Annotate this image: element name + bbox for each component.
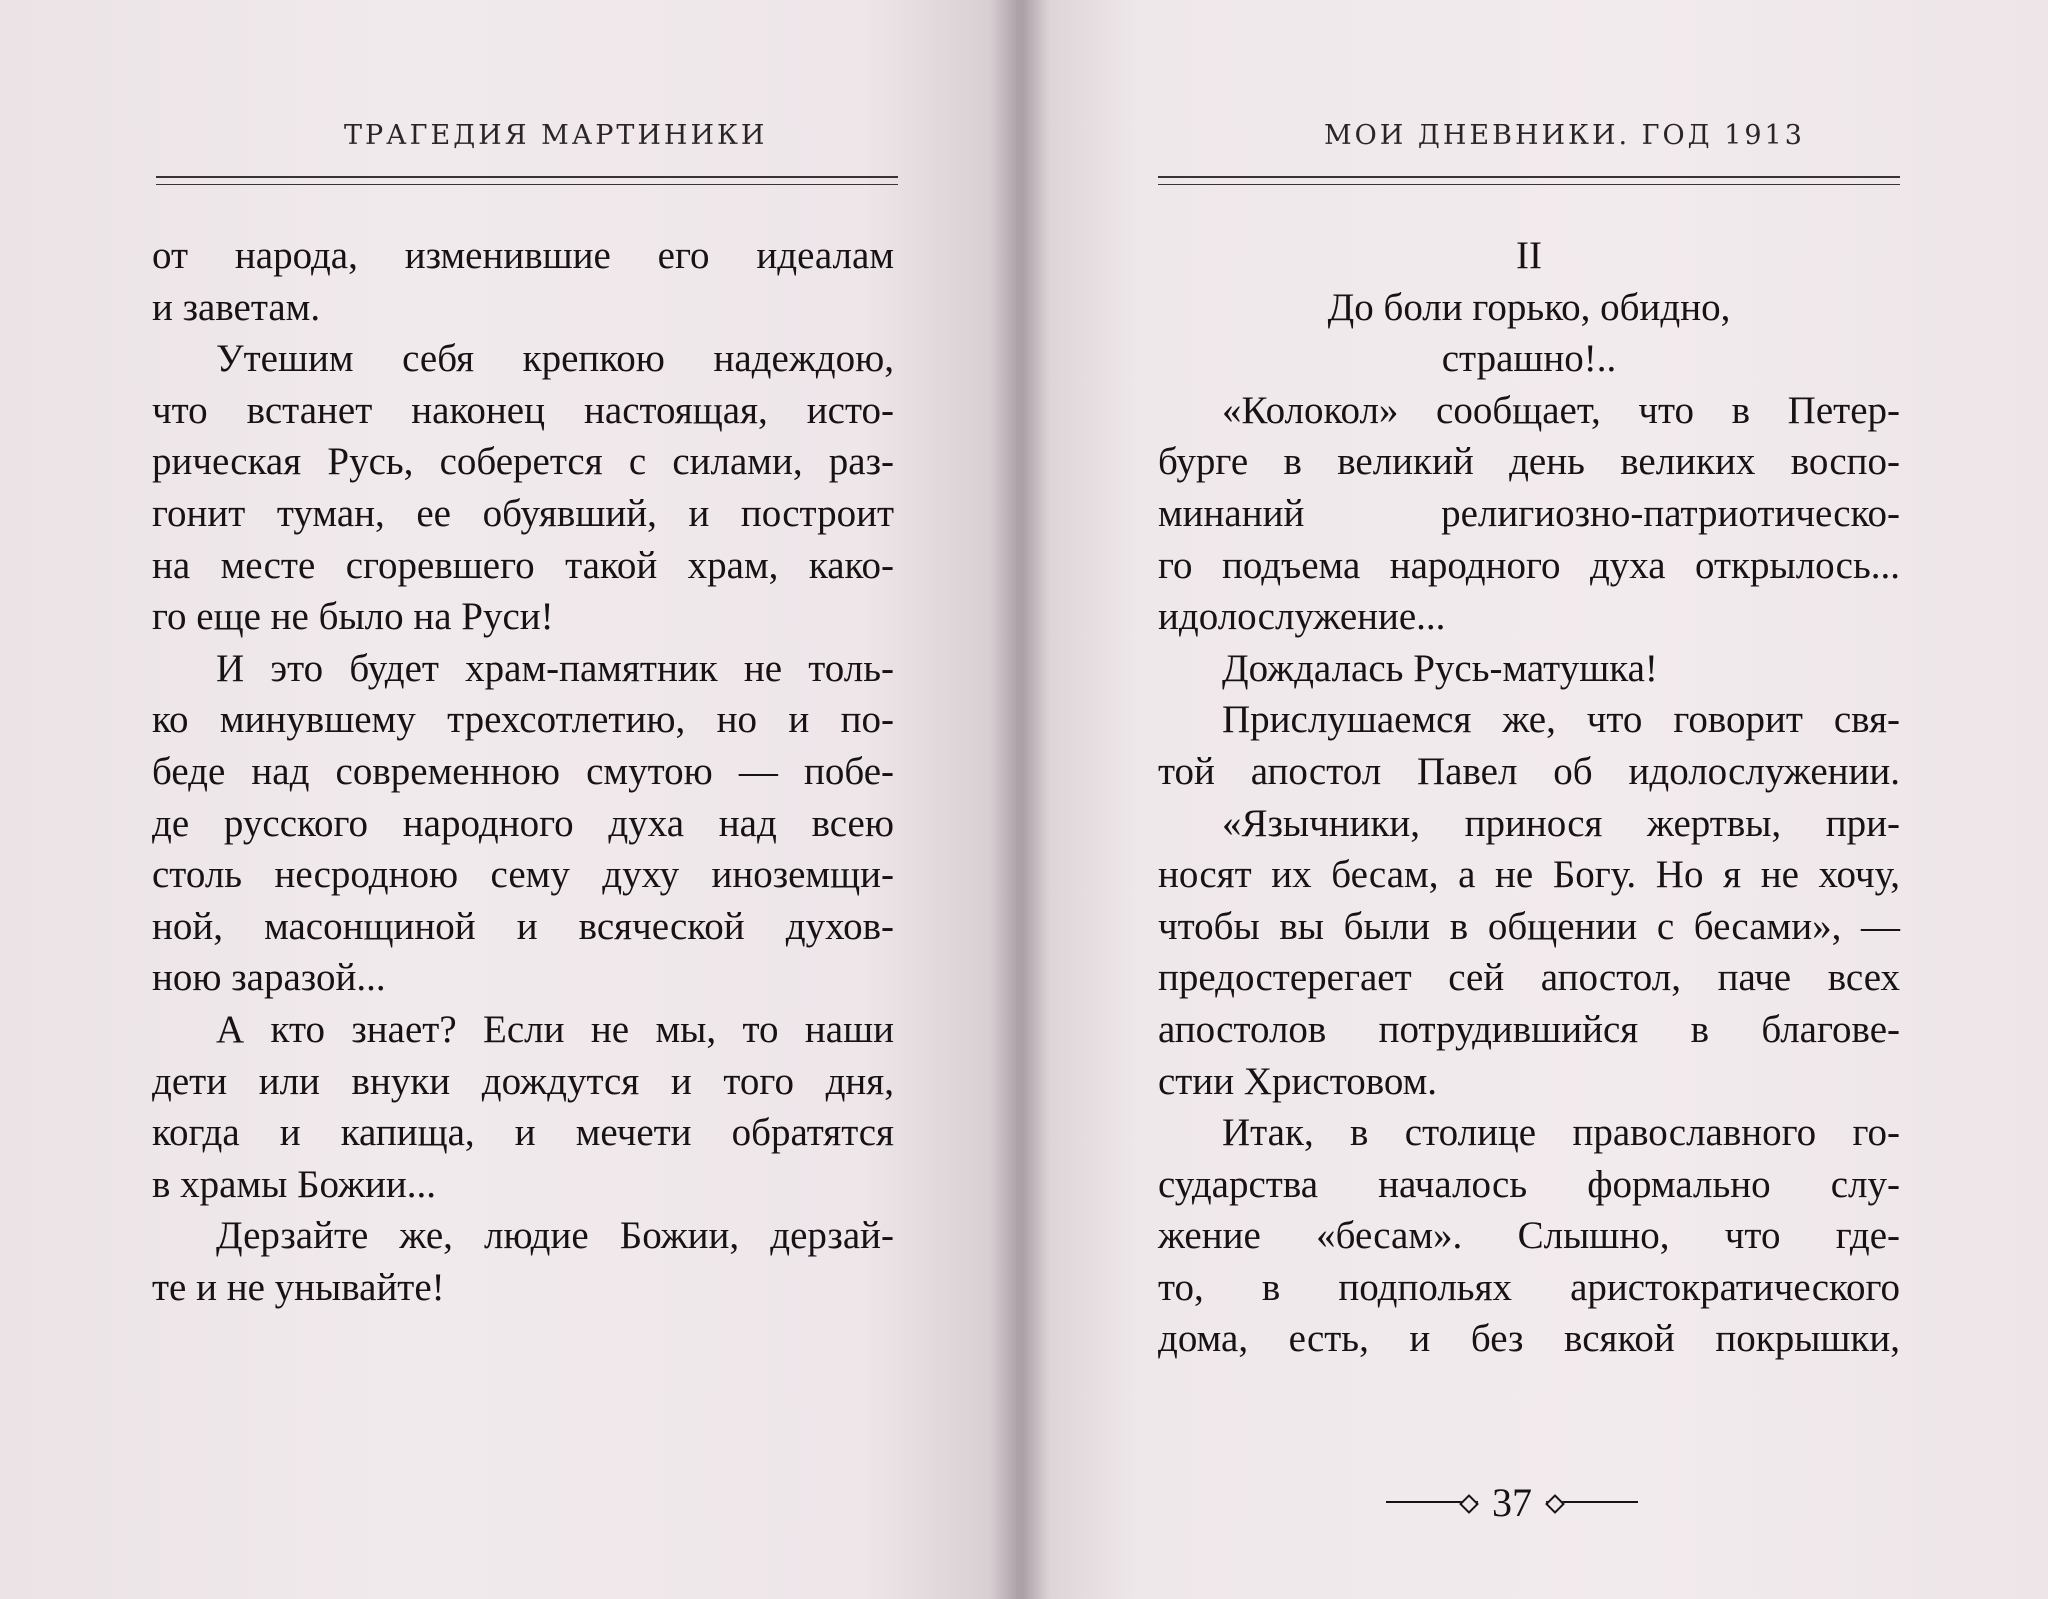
text-line: и заветам. [152,285,321,329]
text-line: той апостол Павел об идолослужении. [1158,749,1900,793]
text-line: предостерегает сей апостол, паче всех [1158,956,1900,1000]
section-number: II [1516,234,1542,277]
text-line: дома, есть, и без всякой покрышки, [1158,1317,1900,1361]
text-line: стии Христовом. [1158,1059,1438,1103]
folio-ornament-left-icon [1386,1497,1478,1507]
epigraph-line: До боли горько, обидно, [1327,285,1731,329]
text-line: Дерзайте же, людие Божии, дерзай- [216,1214,894,1258]
text-line: жение «бесам». Слышно, что где- [1158,1214,1900,1258]
text-line: те и не унывайте! [152,1265,445,1309]
text-line: ной, масонщиной и всяческой духов- [152,904,894,948]
text-line: на месте сгоревшего такой храм, како- [152,543,894,587]
text-line: Утешим себя крепкою надеждою, [216,337,894,381]
text-line: в храмы Божии... [152,1162,436,1206]
left-header-rule-bottom [156,184,898,185]
text-line: гонит туман, ее обуявший, и построит [152,491,894,535]
text-line: Итак, в столице православного го- [1222,1111,1900,1155]
page-number-block [1016,1470,2048,1526]
text-line: «Колокол» сообщает, что в Петер- [1222,388,1900,432]
folio-ornament-right-icon [1546,1497,1638,1507]
right-running-head: МОИ ДНЕВНИКИ. ГОД 1913 [1324,120,1805,151]
text-line: минаний религиозно-патриотическо- [1158,491,1900,535]
right-header-rule-bottom [1158,184,1900,185]
left-body-text [152,230,894,1313]
text-line: Прислушаемся же, что говорит свя- [1222,698,1900,742]
left-header-rule-top [156,176,898,178]
text-line: бурге в великий день великих воспо- [1158,440,1900,484]
text-line: де русского народного духа над всею [152,801,894,845]
text-line: чтобы вы были в общении с бесами», — [1158,904,1900,948]
text-line: сударства началось формально слу- [1158,1162,1900,1206]
right-header-rule-top [1158,176,1900,178]
left-page [0,0,1016,1599]
text-line: идолослужение... [1158,595,1446,639]
text-line: апостолов потрудившийся в благове- [1158,1007,1900,1051]
text-line: го еще не было на Руси! [152,595,554,639]
left-running-head: ТРАГЕДИЯ МАРТИНИКИ [344,120,768,151]
right-body-text [1158,230,1900,1365]
text-line: го подъема народного духа открылось... [1158,543,1900,587]
text-line: столь несродною сему духу иноземщи- [152,853,894,897]
text-line: носят их бесам, а не Богу. Но я не хочу, [1158,853,1900,897]
text-line: Дождалась Русь-матушка! [1222,646,1658,690]
text-line: «Язычники, принося жертвы, при- [1222,801,1900,845]
text-line: А кто знает? Если не мы, то наши [216,1007,894,1051]
right-page [1016,0,2048,1599]
text-line: ко минувшему трехсотлетию, но и по- [152,698,894,742]
text-line: то, в подпольях аристократического [1158,1265,1900,1309]
text-line: ною заразой... [152,956,386,1000]
text-line: от народа, изменившие его идеалам [152,234,894,277]
text-line: беде над современною смутою — побе- [152,749,894,793]
text-line: когда и капища, и мечети обратятся [152,1111,894,1155]
text-line: что встанет наконец настоящая, исто- [152,388,894,432]
text-line: И это будет храм-памятник не толь- [216,646,894,690]
epigraph-line: страшно!.. [1441,337,1617,381]
page-number: 37 [1492,1479,1532,1525]
text-line: дети или внуки дождутся и того дня, [152,1059,894,1103]
text-line: рическая Русь, соберется с силами, раз- [152,440,894,484]
